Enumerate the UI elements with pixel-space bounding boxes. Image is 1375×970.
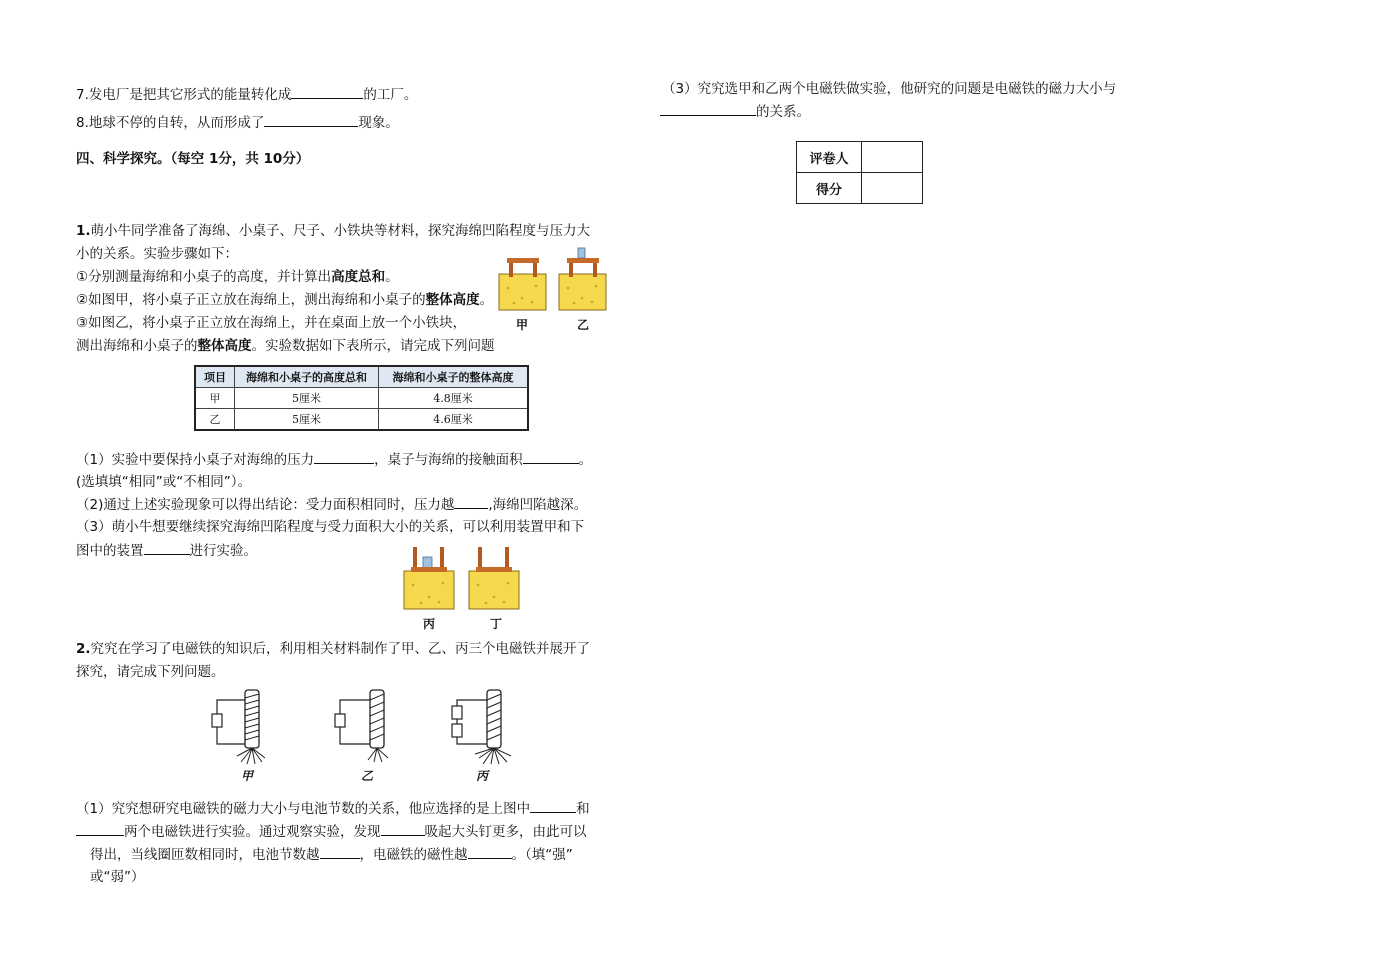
grader-label: 评卷人 [797,142,862,173]
p1-sub2: （2)通过上述实验现象可以得出结论：受力面积相同时，压力越 ,海绵凹陷越深。 [76,494,587,515]
score-label: 得分 [797,173,862,204]
p1-line2: 小的关系。实验步骤如下： [76,246,238,262]
table-header: 海绵和小桌子的高度总和 [235,366,379,388]
answer-blank[interactable] [381,821,425,836]
answer-blank[interactable] [264,112,358,127]
p2-line1: 2.究究在学习了电磁铁的知识后，利用相关材料制作了甲、乙、丙三个电磁铁并展开了 [76,641,591,657]
p2-sub1-line3: 得出，当线圈匝数相同时，电池节数越 ，电磁铁的磁性越 。（填“强” [90,844,573,865]
table-cell: 4.6厘米 [379,409,529,431]
p2-sub1-line4: 或“弱”） [90,869,145,885]
figure-label: 丙 [476,769,489,783]
right-q3-line1: （3）究究选甲和乙两个电磁铁做实验，他研究的问题是电磁铁的磁力大小与 [662,81,1117,97]
answer-blank[interactable] [468,844,512,859]
score-table [796,141,923,204]
figure-label-bing: 丙 [423,617,436,631]
answer-blank[interactable] [530,798,576,813]
answer-blank[interactable] [320,844,360,859]
table-header: 项目 [195,366,235,388]
right-q3-line2: 的关系。 [660,101,810,122]
answer-blank[interactable] [660,101,756,116]
answer-blank[interactable] [76,821,124,836]
experiment-data-table [194,365,529,431]
p1-sub3: （3）萌小牛想要继续探究海绵凹陷程度与受力面积大小的关系，可以利用装置甲和下 [76,519,585,535]
sponge-figure-bing [403,547,455,611]
p2-line2: 探究，请完成下列问题。 [76,664,225,680]
sponge-figure-ding [468,547,520,611]
question-7: 7.发电厂是把其它形式的能量转化成 的工厂。 [76,84,417,105]
table-header-row [195,366,528,388]
figure-label-yi: 乙 [577,318,590,332]
p2-sub1: （1）究究想研究电磁铁的磁力大小与电池节数的关系，他应选择的是上图中 和 [76,798,590,819]
electromagnet-figure-jia [207,688,273,768]
question-8: 8.地球不停的自转，从而形成了 现象。 [76,112,399,133]
table-cell: 5厘米 [235,409,379,431]
table-header: 海绵和小桌子的整体高度 [379,366,529,388]
figure-label-jia: 甲 [516,318,529,332]
p1-sub1-note: (选填填“相同”或“不相同”）。 [76,474,251,490]
figure-label: 甲 [241,769,254,783]
answer-blank[interactable] [291,84,363,99]
p2-sub1-line2: 两个电磁铁进行实验。通过观察实验，发现 吸起大头钉更多，由此可以 [76,821,587,842]
p1-sub1: （1）实验中要保持小桌子对海绵的压力 ，桌子与海绵的接触面积 。 [76,449,592,470]
score-value[interactable] [862,173,923,204]
table-cell: 甲 [195,388,235,409]
table-cell: 5厘米 [235,388,379,409]
figure-label-ding: 丁 [490,617,503,631]
table-cell: 4.8厘米 [379,388,529,409]
electromagnet-figure-yi [330,688,396,768]
p1-line1: 1.萌小牛同学准备了海绵、小桌子、尺子、小铁块等材料，探究海绵凹陷程度与压力大 [76,223,591,239]
p1-line6: 测出海绵和小桌子的整体高度。实验数据如下表所示，请完成下列问题 [76,338,495,354]
grader-value[interactable] [862,142,923,173]
p1-line4: ②如图甲，将小桌子正立放在海绵上，测出海绵和小桌子的整体高度。 [76,292,494,308]
answer-blank[interactable] [454,494,488,509]
p1-line3: ①分别测量海绵和小桌子的高度，并计算出高度总和。 [76,269,399,285]
sponge-figure-yi [558,244,608,312]
answer-blank[interactable] [523,449,579,464]
table-row [195,409,528,431]
p1-line5: ③如图乙，将小桌子正立放在海绵上，并在桌面上放一个小铁块， [76,315,467,331]
p1-sub3-cont: 图中的装置 进行实验。 [76,540,257,561]
figure-label: 乙 [361,769,374,783]
answer-blank[interactable] [314,449,374,464]
table-row [195,388,528,409]
table-cell: 乙 [195,409,235,431]
answer-blank[interactable] [144,540,190,555]
section-heading: 四、科学探究。（每空 1分，共 10分） [76,151,310,167]
electromagnet-figure-bing [445,688,517,768]
sponge-figure-jia [498,248,548,312]
